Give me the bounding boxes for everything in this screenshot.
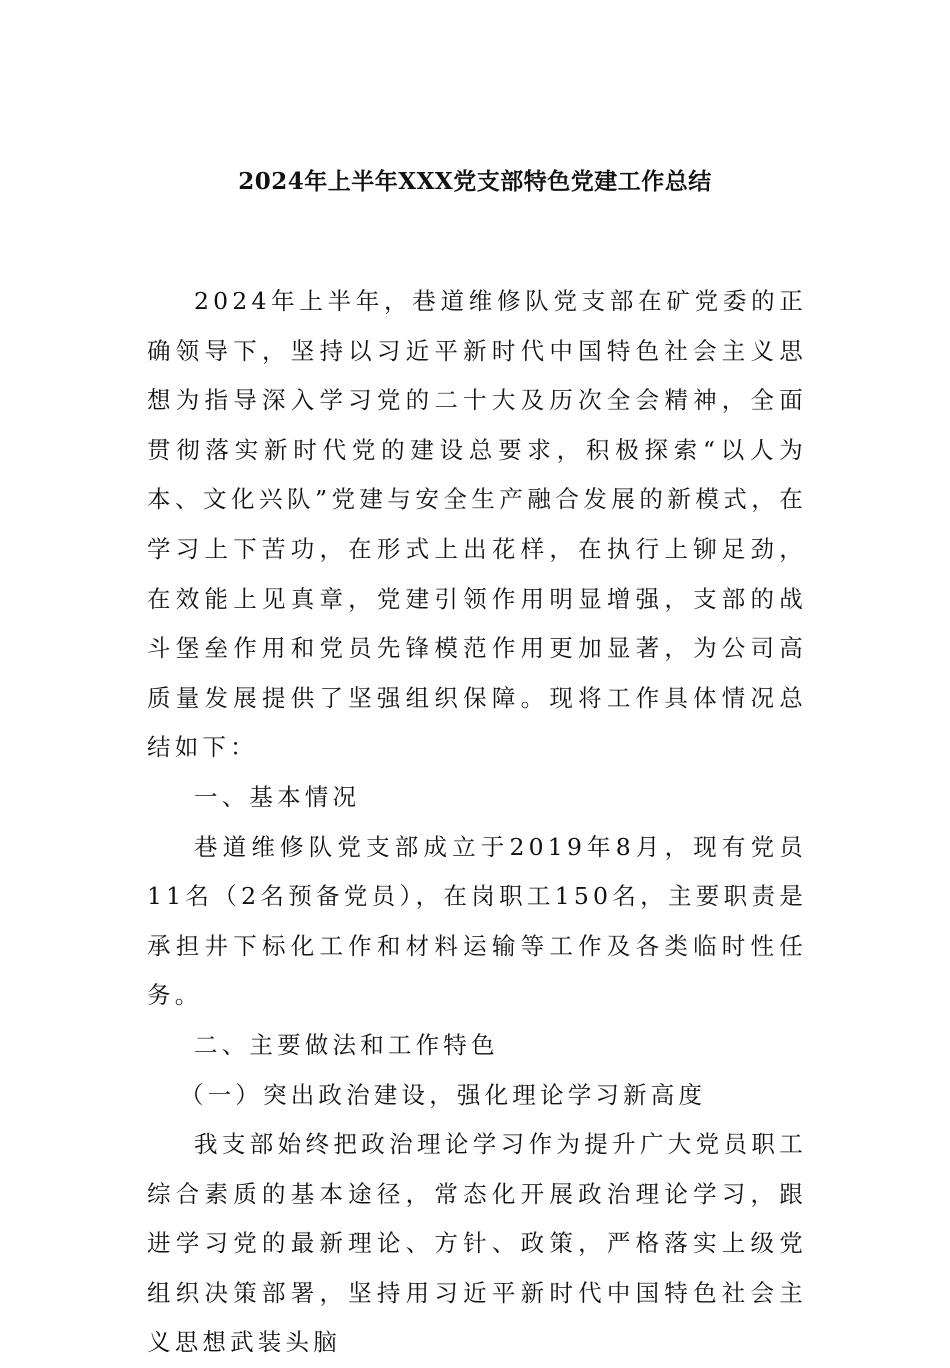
section-2-heading: 二、主要做法和工作特色 <box>194 1030 499 1059</box>
section-2-subheading-1: （一）突出政治建设，强化理论学习新高度 <box>179 1080 707 1109</box>
document-title: 2024年上半年XXX党支部特色党建工作总结 <box>238 168 712 195</box>
section-1-heading: 一、基本情况 <box>194 782 361 811</box>
intro-paragraph: 2024年上半年，巷道维修队党支部在矿党委的正确领导下，坚持以习近平新时代中国特色社会主义思想为指导深入学习党的二十大及历次全会精神，全面贯彻落实新时代党的建设总要求，积极探索“以人为本、文化兴队”党建与安全生产融合发展的新模式，在学习上下苦功，在形式上出花样，在执行上铆足劲，在效能上见真章，党建引领作用明显增强，支部的战斗堡垒作用和党员先锋模范作用更加显著，为公司高质量发展提供了坚强组织保障。现将工作具体情况总结如下： <box>147 287 807 762</box>
section-1-paragraph: 巷道维修队党支部成立于2019年8月，现有党员11名（2名预备党员），在岗职工150名，主要职责是承担井下标化工作和材料运输等工作及各类临时性任务。 <box>147 832 807 1010</box>
document-body <box>147 277 807 1368</box>
section-2-sub-1-paragraph: 我支部始终把政治理论学习作为提升广大党员职工综合素质的基本途径，常态化开展政治理论学习，跟进学习党的最新理论、方针、政策，严格落实上级党组织决策部署，坚持用习近平新时代中国特色社会主义思想武装头脑 <box>147 1130 807 1357</box>
